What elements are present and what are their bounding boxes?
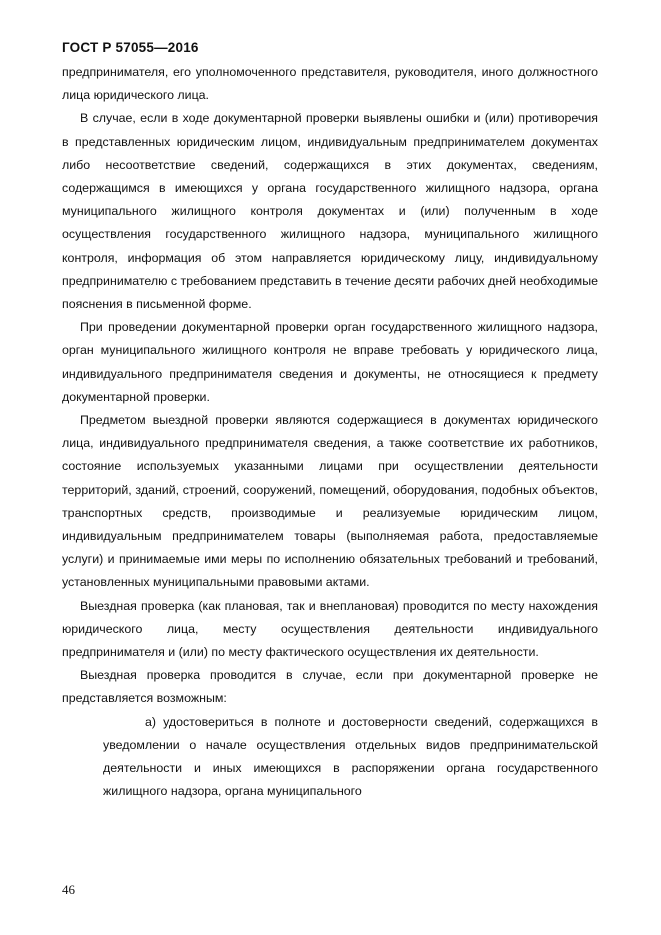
document-body [62,61,598,804]
paragraph-onsite-check-location: Выездная проверка (как плановая, так и внеплановая) проводится по месту нахождения юридического лица, месту осуществления деятельности индивидуального предпринимателя и (или) по месту фактического осуществления их деятельности. [62,598,598,660]
list-item-a: а) удостовериться в полноте и достоверности сведений, содержащихся в уведомлении о начале осуществления отдельных видов предпринимательской деятельности и иных имеющихся в распоряжении органа государственного жилищного надзора, органа муниципального [103,714,598,799]
page-number: 46 [62,882,75,897]
paragraph-onsite-check-conditions: Выездная проверка проводится в случае, если при документарной проверке не представляется возможным: [62,668,598,706]
paragraph-documentary-check-restrictions: При проведении документарной проверки орган государственного жилищного надзора, орган муниципального жилищного контроля не вправе требовать у юридического лица, индивидуального предпринимателя сведения и документы, не относящиеся к предмету документарной проверки. [62,320,598,404]
document-header: ГОСТ Р 57055—2016 [62,40,199,55]
paragraph-onsite-check-subject: Предметом выездной проверки являются содержащиеся в документах юридического лица, индивидуального предпринимателя сведения, а также соответствие их работников, состояние используемых указанными лицами при осуществлении деятельности территорий, зданий, строений, сооружений, помещений, оборудования, подобных объектов, транспортных средств, производимые и реализуемые юридическим лицом, индивидуальным предпринимателем товары (выполняемая работа, предоставляемые услуги) и принимаемые ими меры по исполнению обязательных требований и требований, установленных муниципальными правовыми актами. [62,413,598,590]
paragraph-continuation: предпринимателя, его уполномоченного представителя, руководителя, иного должностного лица юридического лица. [62,65,598,103]
paragraph-documentary-check-errors: В случае, если в ходе документарной проверки выявлены ошибки и (или) противоречия в представленных юридическим лицом, индивидуальным предпринимателем документах либо несоответствие сведений, содержащихся в этих документах, сведениям, содержащимся в имеющихся у органа государственного жилищного надзора, органа муниципального жилищного контроля документах и (или) полученным в ходе осуществления государственного жилищного надзора, муниципального жилищного контроля, информация об этом направляется юридическому лицу, индивидуальному предпринимателю с требованием представить в течение десяти рабочих дней необходимые пояснения в письменной форме. [62,111,598,312]
